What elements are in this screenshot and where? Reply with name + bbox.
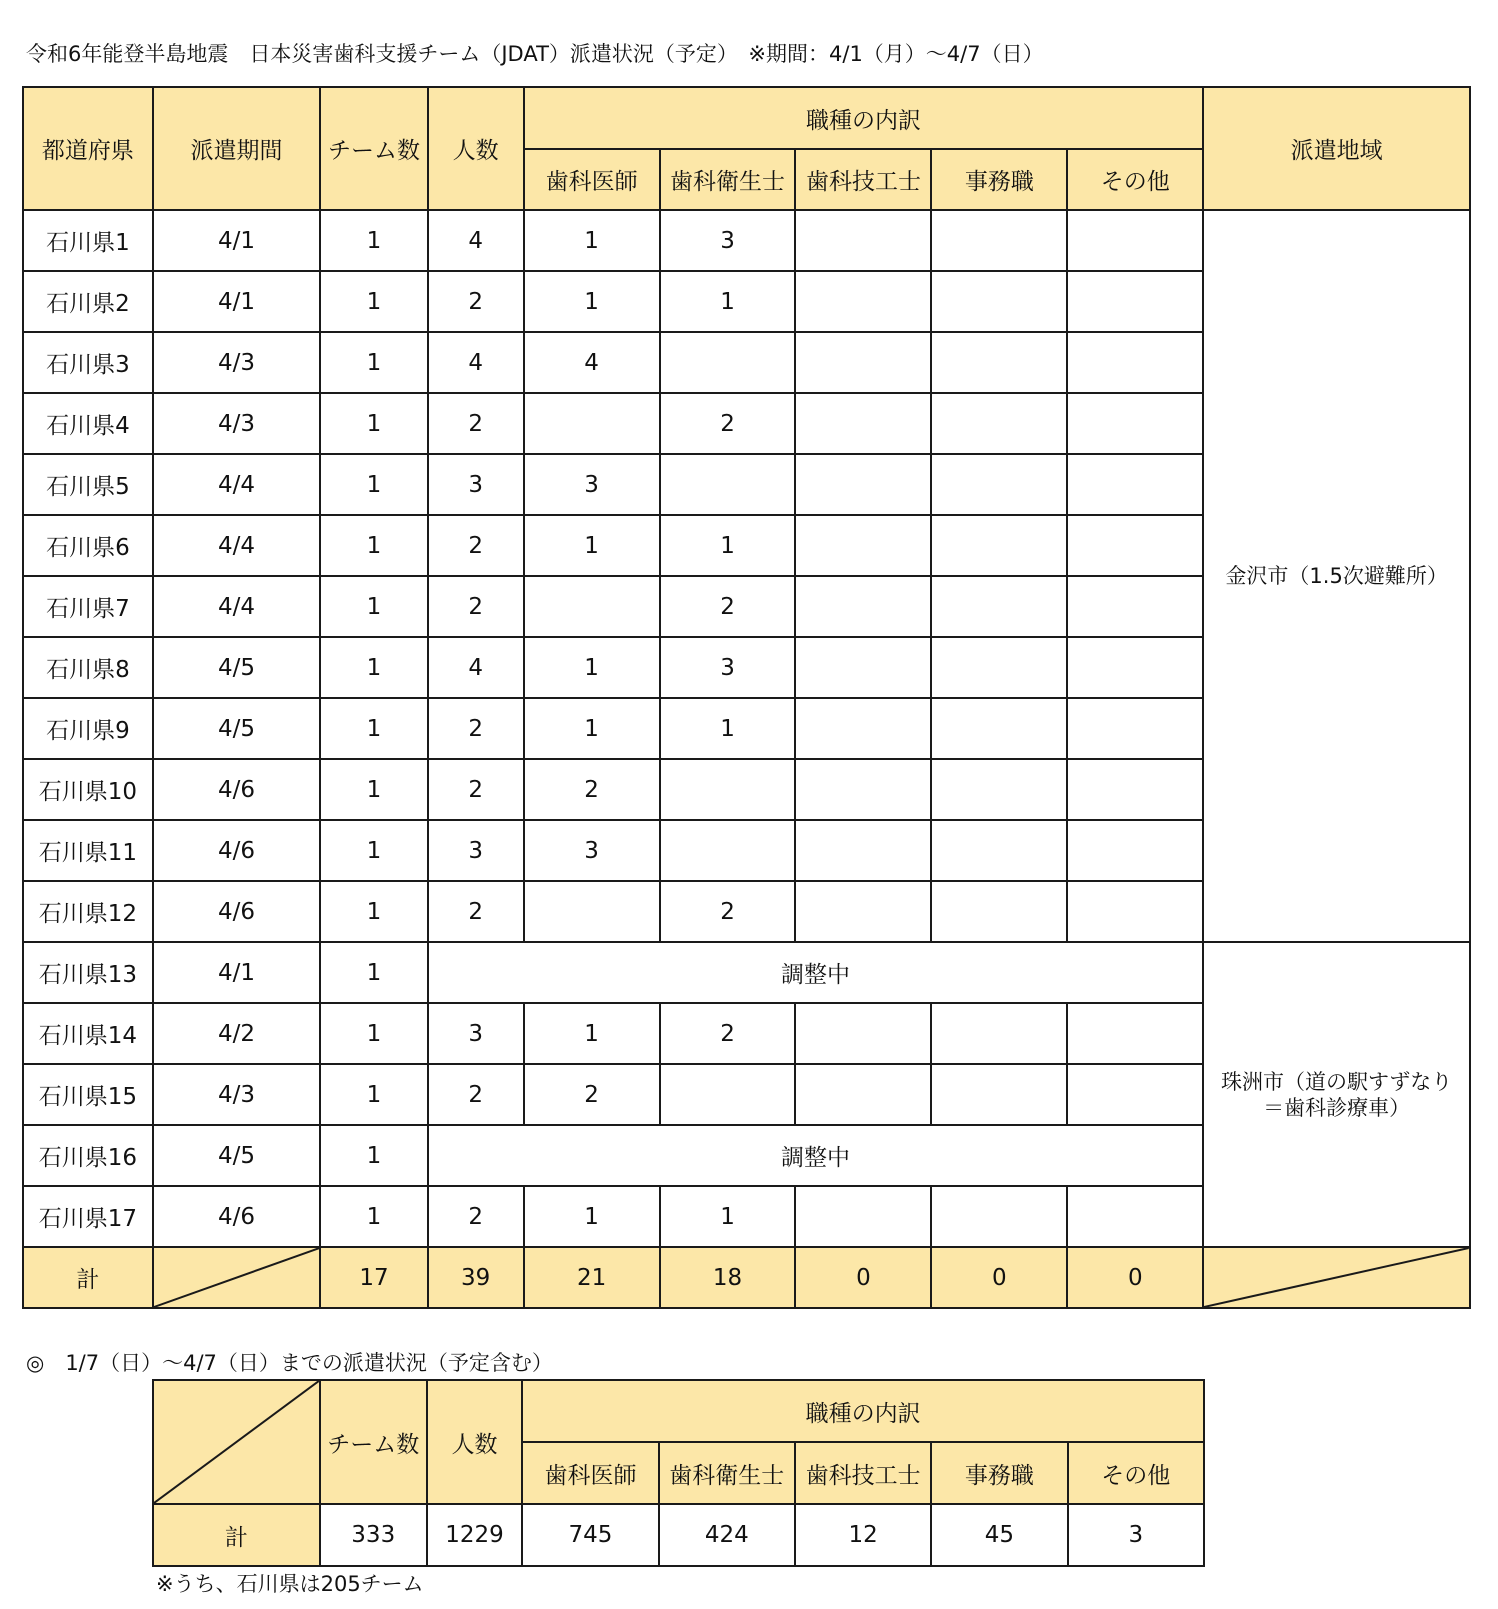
row-job-other xyxy=(1067,515,1203,576)
row-period: 4/1 xyxy=(153,271,321,332)
row-job-clerical xyxy=(931,271,1067,332)
row-prefecture: 石川県5 xyxy=(23,454,153,515)
row-job-other xyxy=(1067,210,1203,271)
row-job-other xyxy=(1067,454,1203,515)
row-job-hygienist: 1 xyxy=(660,698,796,759)
row-job-technician xyxy=(795,820,931,881)
row-people: 2 xyxy=(428,576,524,637)
row-teams: 1 xyxy=(320,637,427,698)
row-teams: 1 xyxy=(320,210,427,271)
row-job-hygienist: 2 xyxy=(660,393,796,454)
row-period: 4/5 xyxy=(153,637,321,698)
row-job-other xyxy=(1067,820,1203,881)
row-job-hygienist xyxy=(660,454,796,515)
row-job-clerical xyxy=(931,637,1067,698)
total-people: 39 xyxy=(428,1247,524,1308)
row-job-clerical xyxy=(931,576,1067,637)
total-job-other: 0 xyxy=(1067,1247,1203,1308)
row-period: 4/4 xyxy=(153,454,321,515)
row-period: 4/6 xyxy=(153,820,321,881)
row-job-hygienist xyxy=(660,759,796,820)
summary-total-hygienist: 424 xyxy=(659,1504,795,1566)
row-prefecture: 石川県11 xyxy=(23,820,153,881)
row-job-dentist: 1 xyxy=(524,1186,660,1247)
header-breakdown: 職種の内訳 xyxy=(524,87,1204,149)
row-teams: 1 xyxy=(320,515,427,576)
row-people: 4 xyxy=(428,210,524,271)
row-period: 4/3 xyxy=(153,332,321,393)
row-teams: 1 xyxy=(320,1125,427,1186)
summary-total-dentist: 745 xyxy=(522,1504,658,1566)
row-job-clerical xyxy=(931,454,1067,515)
total-job-clerical: 0 xyxy=(931,1247,1067,1308)
row-job-technician xyxy=(795,271,931,332)
summary-total-row xyxy=(153,1504,1204,1566)
row-job-technician xyxy=(795,698,931,759)
row-prefecture: 石川県12 xyxy=(23,881,153,942)
total-region-blank xyxy=(1203,1247,1470,1308)
row-job-dentist xyxy=(524,881,660,942)
total-label: 計 xyxy=(23,1247,153,1308)
row-job-hygienist: 2 xyxy=(660,881,796,942)
table-row xyxy=(23,210,1470,271)
row-prefecture: 石川県2 xyxy=(23,271,153,332)
row-job-technician xyxy=(795,1003,931,1064)
row-teams: 1 xyxy=(320,332,427,393)
row-job-clerical xyxy=(931,881,1067,942)
row-job-technician xyxy=(795,759,931,820)
row-people: 2 xyxy=(428,1186,524,1247)
row-job-clerical xyxy=(931,1003,1067,1064)
row-period: 4/2 xyxy=(153,1003,321,1064)
summary-header-teams: チーム数 xyxy=(320,1380,427,1504)
row-job-hygienist xyxy=(660,1064,796,1125)
row-prefecture: 石川県14 xyxy=(23,1003,153,1064)
row-period: 4/4 xyxy=(153,576,321,637)
header-job-hygienist: 歯科衛生士 xyxy=(660,149,796,210)
summary-header-dentist: 歯科医師 xyxy=(522,1442,658,1504)
row-job-other xyxy=(1067,759,1203,820)
summary-header-hygienist: 歯科衛生士 xyxy=(659,1442,795,1504)
row-job-other xyxy=(1067,271,1203,332)
row-job-other xyxy=(1067,393,1203,454)
row-period: 4/1 xyxy=(153,942,321,1003)
row-job-hygienist xyxy=(660,820,796,881)
header-job-technician: 歯科技工士 xyxy=(795,149,931,210)
row-job-dentist: 1 xyxy=(524,1003,660,1064)
summary-table xyxy=(152,1379,1205,1567)
row-prefecture: 石川県16 xyxy=(23,1125,153,1186)
summary-total-teams: 333 xyxy=(320,1504,427,1566)
row-job-dentist: 2 xyxy=(524,1064,660,1125)
row-period: 4/6 xyxy=(153,759,321,820)
row-job-other xyxy=(1067,637,1203,698)
row-period: 4/3 xyxy=(153,393,321,454)
row-people: 4 xyxy=(428,637,524,698)
row-prefecture: 石川県1 xyxy=(23,210,153,271)
row-job-dentist: 4 xyxy=(524,332,660,393)
row-job-clerical xyxy=(931,393,1067,454)
row-job-clerical xyxy=(931,515,1067,576)
row-prefecture: 石川県15 xyxy=(23,1064,153,1125)
row-job-technician xyxy=(795,393,931,454)
summary-total-technician: 12 xyxy=(795,1504,931,1566)
header-job-other: その他 xyxy=(1067,149,1203,210)
diagonal-line xyxy=(154,1381,319,1503)
row-job-technician xyxy=(795,332,931,393)
row-job-hygienist xyxy=(660,332,796,393)
row-job-clerical xyxy=(931,759,1067,820)
row-people: 2 xyxy=(428,698,524,759)
header-job-clerical: 事務職 xyxy=(931,149,1067,210)
row-job-technician xyxy=(795,881,931,942)
row-job-clerical xyxy=(931,820,1067,881)
row-job-dentist: 3 xyxy=(524,820,660,881)
summary-header-clerical: 事務職 xyxy=(931,1442,1067,1504)
row-prefecture: 石川県9 xyxy=(23,698,153,759)
page-title: 令和6年能登半島地震 日本災害歯科支援チーム（JDAT）派遣状況（予定） ※期間：4/1（月）～4/7（日） xyxy=(26,42,1044,66)
row-job-hygienist: 3 xyxy=(660,637,796,698)
row-period: 4/5 xyxy=(153,1125,321,1186)
row-people: 2 xyxy=(428,759,524,820)
row-job-hygienist: 1 xyxy=(660,271,796,332)
row-job-other xyxy=(1067,1064,1203,1125)
row-job-clerical xyxy=(931,698,1067,759)
row-job-clerical xyxy=(931,210,1067,271)
row-teams: 1 xyxy=(320,1003,427,1064)
row-period: 4/3 xyxy=(153,1064,321,1125)
row-job-technician xyxy=(795,1064,931,1125)
row-people: 2 xyxy=(428,1064,524,1125)
row-job-clerical xyxy=(931,1064,1067,1125)
summary-corner xyxy=(153,1380,320,1504)
header-people: 人数 xyxy=(428,87,524,210)
row-teams: 1 xyxy=(320,759,427,820)
header-job-dentist: 歯科医師 xyxy=(524,149,660,210)
row-teams: 1 xyxy=(320,1064,427,1125)
row-job-other xyxy=(1067,576,1203,637)
row-region: 金沢市（1.5次避難所） xyxy=(1203,210,1470,942)
row-period: 4/5 xyxy=(153,698,321,759)
row-job-other xyxy=(1067,1186,1203,1247)
total-job-dentist: 21 xyxy=(524,1247,660,1308)
row-job-hygienist: 1 xyxy=(660,515,796,576)
row-teams: 1 xyxy=(320,942,427,1003)
footnote: ※うち、石川県は205チーム xyxy=(156,1572,424,1596)
row-job-technician xyxy=(795,1186,931,1247)
row-people: 2 xyxy=(428,515,524,576)
row-job-dentist xyxy=(524,576,660,637)
row-job-other xyxy=(1067,1003,1203,1064)
table-row xyxy=(23,942,1470,1003)
row-prefecture: 石川県3 xyxy=(23,332,153,393)
row-period: 4/1 xyxy=(153,210,321,271)
row-job-dentist xyxy=(524,393,660,454)
row-prefecture: 石川県8 xyxy=(23,637,153,698)
row-job-clerical xyxy=(931,1186,1067,1247)
row-teams: 1 xyxy=(320,881,427,942)
row-teams: 1 xyxy=(320,698,427,759)
row-people: 2 xyxy=(428,271,524,332)
row-job-hygienist: 3 xyxy=(660,210,796,271)
row-region: 珠洲市（道の駅すずなり＝歯科診療車） xyxy=(1203,942,1470,1247)
row-status: 調整中 xyxy=(428,942,1204,1003)
row-job-dentist: 1 xyxy=(524,515,660,576)
row-people: 3 xyxy=(428,1003,524,1064)
row-job-hygienist: 2 xyxy=(660,1003,796,1064)
header-period: 派遣期間 xyxy=(153,87,321,210)
row-people: 2 xyxy=(428,393,524,454)
row-teams: 1 xyxy=(320,820,427,881)
row-prefecture: 石川県7 xyxy=(23,576,153,637)
summary-header-people: 人数 xyxy=(427,1380,523,1504)
row-prefecture: 石川県6 xyxy=(23,515,153,576)
row-job-other xyxy=(1067,881,1203,942)
summary-header-technician: 歯科技工士 xyxy=(795,1442,931,1504)
row-prefecture: 石川県17 xyxy=(23,1186,153,1247)
row-job-dentist: 3 xyxy=(524,454,660,515)
row-job-hygienist: 2 xyxy=(660,576,796,637)
row-period: 4/4 xyxy=(153,515,321,576)
header-region: 派遣地域 xyxy=(1203,87,1470,210)
row-teams: 1 xyxy=(320,576,427,637)
row-teams: 1 xyxy=(320,271,427,332)
row-teams: 1 xyxy=(320,393,427,454)
summary-header-breakdown: 職種の内訳 xyxy=(522,1380,1204,1442)
total-job-technician: 0 xyxy=(795,1247,931,1308)
total-teams: 17 xyxy=(320,1247,427,1308)
row-job-clerical xyxy=(931,332,1067,393)
row-job-hygienist: 1 xyxy=(660,1186,796,1247)
row-job-technician xyxy=(795,515,931,576)
total-period-blank xyxy=(153,1247,321,1308)
row-job-technician xyxy=(795,637,931,698)
row-job-technician xyxy=(795,454,931,515)
row-job-dentist: 1 xyxy=(524,271,660,332)
summary-total-other: 3 xyxy=(1068,1504,1204,1566)
dispatch-table xyxy=(22,86,1471,1309)
row-prefecture: 石川県10 xyxy=(23,759,153,820)
row-people: 3 xyxy=(428,820,524,881)
summary-total-label: 計 xyxy=(153,1504,320,1566)
row-teams: 1 xyxy=(320,1186,427,1247)
row-job-dentist: 1 xyxy=(524,210,660,271)
summary-header-other: その他 xyxy=(1068,1442,1204,1504)
row-period: 4/6 xyxy=(153,1186,321,1247)
total-row xyxy=(23,1247,1470,1308)
row-job-other xyxy=(1067,332,1203,393)
diagonal-line xyxy=(154,1248,320,1307)
header-prefecture: 都道府県 xyxy=(23,87,153,210)
row-job-technician xyxy=(795,210,931,271)
row-prefecture: 石川県4 xyxy=(23,393,153,454)
row-people: 2 xyxy=(428,881,524,942)
row-job-other xyxy=(1067,698,1203,759)
row-people: 3 xyxy=(428,454,524,515)
row-teams: 1 xyxy=(320,454,427,515)
row-period: 4/6 xyxy=(153,881,321,942)
summary-total-people: 1229 xyxy=(427,1504,523,1566)
header-teams: チーム数 xyxy=(320,87,427,210)
row-people: 4 xyxy=(428,332,524,393)
summary-heading: ◎ 1/7（日）～4/7（日）までの派遣状況（予定含む） xyxy=(26,1351,553,1375)
row-job-technician xyxy=(795,576,931,637)
row-job-dentist: 2 xyxy=(524,759,660,820)
row-job-dentist: 1 xyxy=(524,698,660,759)
diagonal-line xyxy=(1204,1248,1469,1307)
row-prefecture: 石川県13 xyxy=(23,942,153,1003)
total-job-hygienist: 18 xyxy=(660,1247,796,1308)
summary-total-clerical: 45 xyxy=(931,1504,1067,1566)
row-status: 調整中 xyxy=(428,1125,1204,1186)
row-job-dentist: 1 xyxy=(524,637,660,698)
